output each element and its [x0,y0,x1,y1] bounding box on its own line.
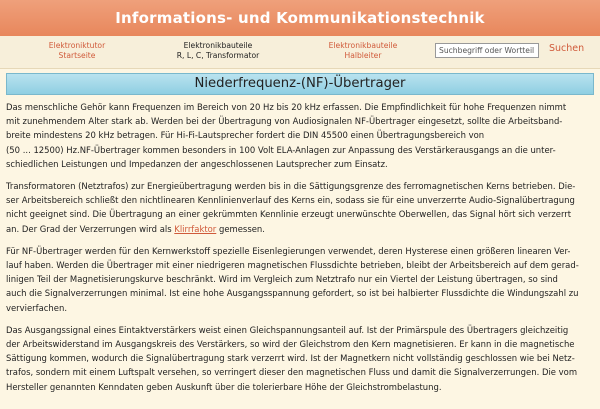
text-line [6,222,596,236]
text-line: Sättigung kommen, wodurch die Signalübertragung stark verzerrt wird. Ist der Magnetkern nicht vollständig geschlossen wie bei Netz- [6,353,575,364]
text-line: mit zunehmendem Alter stark ab. Werden bei der Übertragung von Audiosignalen NF-Übertrager eingesetzt, sollte die Arbeitsband- [6,116,563,127]
nav-item-label: Elektronikbauteile [183,41,253,50]
article-body [6,100,596,402]
search-input[interactable] [435,43,539,58]
text-segment: an. Der Grad der Verzerrungen wird als [6,223,175,234]
site-header [0,0,600,36]
nav-item-sublabel: Halbleiter [344,51,382,60]
klirrfaktor-link[interactable]: Klirrfaktor [174,223,217,234]
text-line: linigen Teil der Magnetisierungskurve beschränkt. Wird im Vergleich zum Netztrafo nur ein Viertel der Leistung übertragen, so sind [6,274,558,285]
nav-item-sublabel: R, L, C, Transformator [176,51,260,60]
text-segment: gemessen. [216,223,265,234]
paragraph-2 [6,179,596,236]
nav-item-halbleiter[interactable] [308,41,418,61]
text-line: Für NF-Übertrager werden für den Kernwerkstoff spezielle Eisenlegierungen verwendet, deren Hysterese einen größeren linearen Ver- [6,245,571,256]
text-line: nicht geeignet sind. Die Übertragung an einer gekrümmten Kennlinie erzeugt unerwünschte Oberwellen, das Signal hört sich verzerrt [6,209,572,220]
paragraph-4 [6,323,596,394]
text-line: lauf haben. Werden die Übertrager mit einer niedrigeren magnetischen Flussdichte betrieben, bleibt der Arbeitsbereich auf dem gerad- [6,260,579,271]
text-line: der Arbeitswiderstand im Ausgangskreis des Verstärkers, so wird der Gleichstrom den Kern magnetisieren. Er kann in die magnetische [6,339,575,350]
nav-item-label: Elektroniktutor [48,41,106,50]
page-title-banner [6,73,594,95]
nav-item-startseite[interactable] [22,41,132,61]
nav-item-label: Elektronikbauteile [328,41,398,50]
text-line: schiedlichen Leistungen und Impedanzen der angeschlossenen Lautsprecher zum Einsatz. [6,158,388,169]
text-line: trafos, sondern mit einem Luftspalt versehen, so verringert dieser den magnetischen Fluss und damit die Signalverzerrungen. Die vom [6,367,578,378]
nav-item-sublabel: Startseite [58,51,96,60]
text-line: (50 ... 12500) Hz.NF-Übertrager kommen besonders in 100 Volt ELA-Anlagen zur Anpassung des Verstärkerausgangs an die unter- [6,144,556,155]
text-line: vervierfachen. [6,302,67,313]
text-line: Das Ausgangssignal eines Eintaktverstärkers weist einen Gleichspannungsanteil auf. Ist der Primärspule des Übertragers gleichzeitig [6,324,569,335]
text-line: ser Arbeitsbereich schließt den nichtlinearen Kennlinienverlauf des Kerns ein, sodass sie für eine unverzerrte Audio-Signalübertragung [6,195,575,206]
text-line: auch die Signalverzerrungen minimal. Ist eine hohe Ausgangsspannung gefordert, so ist bei halbierter Flussdichte die Windungszahl zu [6,288,579,299]
search-button[interactable]: Suchen [549,43,585,54]
text-line: Hersteller genannten Kenndaten geben Auskunft über die tolerierbare Höhe der Gleichstrombelastung. [6,381,442,392]
text-line: Das menschliche Gehör kann Frequenzen im Bereich von 20 Hz bis 20 kHz erfassen. Die Empfindlichkeit für hohe Frequenzen nimmt [6,102,567,112]
text-line: Transformatoren (Netztrafos) zur Energieübertragung werden bis in die Sättigungsgrenze des ferromagnetischen Kerns betrieben. Die- [6,181,576,192]
text-line: breite mindestens 20 kHz betragen. Für Hi-Fi-Lautsprecher fordert die DIN 45500 einen Übertragungsbereich von [6,130,485,141]
paragraph-1 [6,100,596,171]
nav-item-current-rlc [158,41,278,61]
paragraph-3 [6,244,596,315]
site-title: Informations- und Kommunikationstechnik [115,9,485,27]
page-title: Niederfrequenz-(NF)-Übertrager [194,76,406,91]
